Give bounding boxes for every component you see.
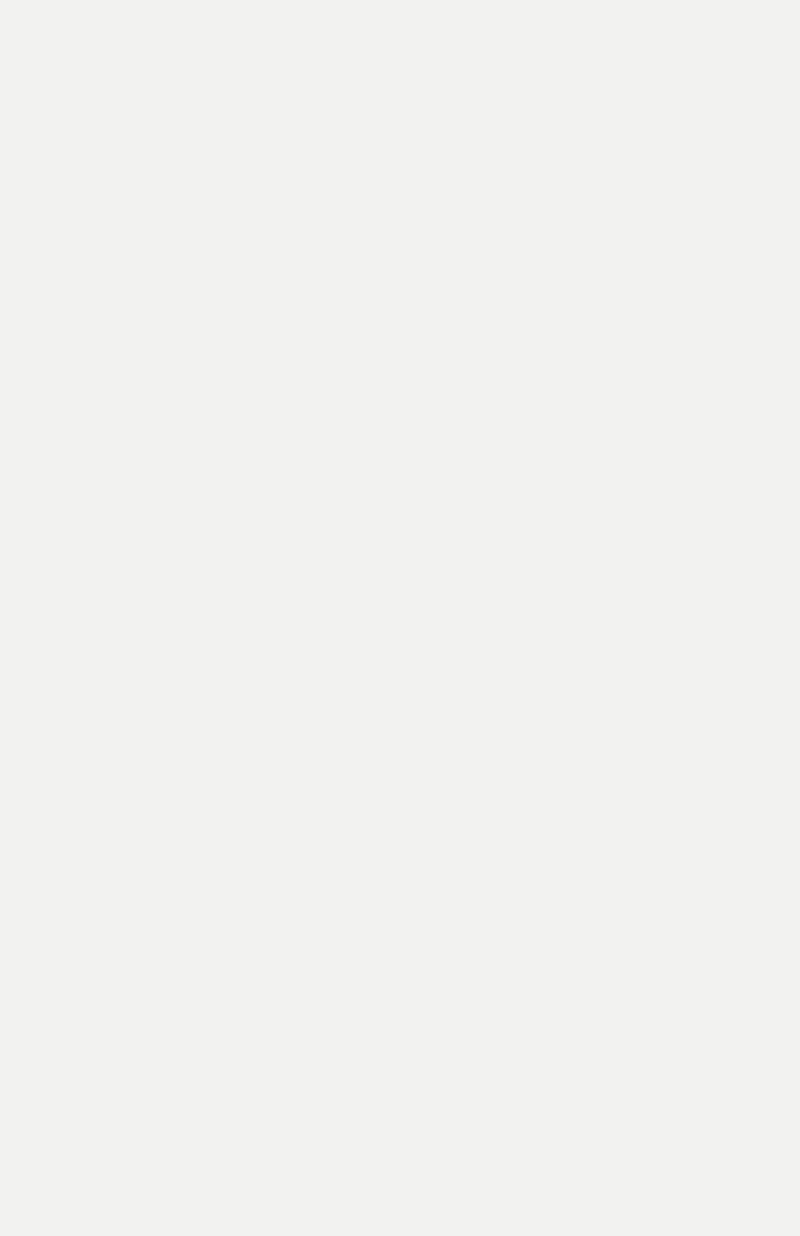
page-header (0, 44, 800, 84)
